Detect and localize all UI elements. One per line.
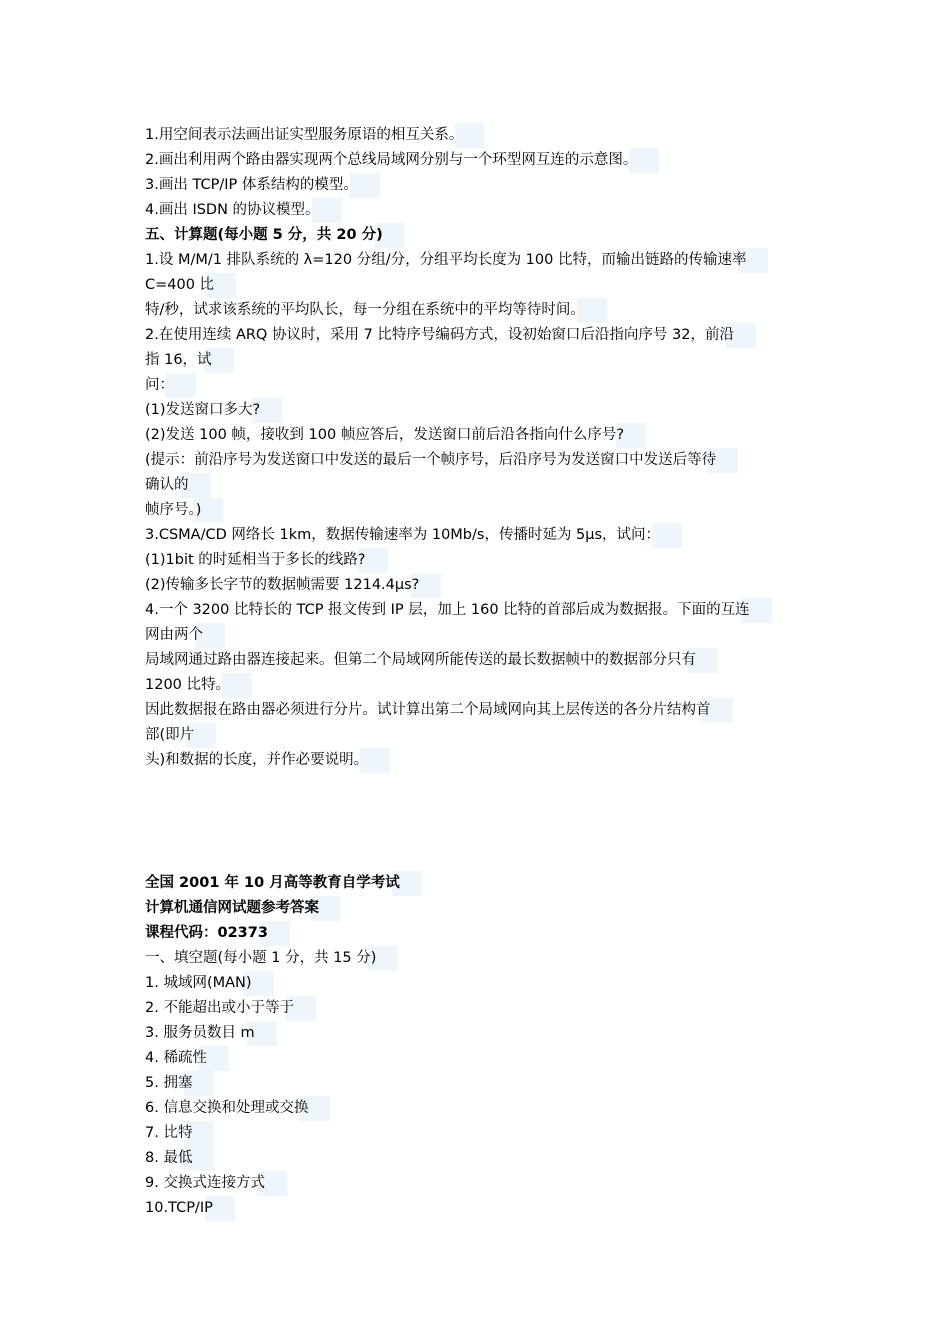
question-line — [145, 523, 815, 548]
answer-key-section — [145, 871, 815, 1221]
answer-line — [145, 996, 815, 1021]
answer-line — [145, 1096, 815, 1121]
question-line-text: (1)1bit 的时延相当于多长的线路? — [145, 548, 388, 573]
answer-line-text: 全国 2001 年 10 月高等教育自学考试 — [145, 871, 422, 896]
question-line — [145, 423, 815, 448]
question-line-text: 确认的 — [145, 473, 211, 498]
answer-line — [145, 896, 815, 921]
question-line-text: 1200 比特。 — [145, 673, 252, 698]
question-line-text: 问： — [145, 373, 196, 398]
question-line-text: 五、计算题(每小题 5 分，共 20 分) — [145, 223, 405, 248]
question-line — [145, 148, 815, 173]
question-line-text: 3.画出 TCP/IP 体系结构的模型。 — [145, 173, 380, 198]
question-line — [145, 673, 815, 698]
question-line-text: 4.画出 ISDN 的协议模型。 — [145, 198, 342, 223]
exam-questions-section — [145, 123, 815, 773]
question-line-text: C=400 比 — [145, 273, 236, 298]
answer-line — [145, 946, 815, 971]
question-line-text: 网由两个 — [145, 623, 225, 648]
question-line-text: 2.画出利用两个路由器实现两个总线局域网分别与一个环型网互连的示意图。 — [145, 148, 659, 173]
answer-line — [145, 1171, 815, 1196]
question-line — [145, 398, 815, 423]
answer-line — [145, 1046, 815, 1071]
question-line-text: 1.设 M/M/1 排队系统的 λ=120 分组/分，分组平均长度为 100 比特，而输出链路的传输速率 — [145, 248, 768, 273]
question-line-text: 1.用空间表示法画出证实型服务原语的相互关系。 — [145, 123, 485, 148]
answer-line-text: 8. 最低 — [145, 1146, 214, 1171]
answer-line — [145, 1071, 815, 1096]
answer-line — [145, 1021, 815, 1046]
question-line-text: 特/秒，试求该系统的平均队长，每一分组在系统中的平均等待时间。 — [145, 298, 607, 323]
answer-line-text: 6. 信息交换和处理或交换 — [145, 1096, 330, 1121]
question-line-text: 部(即片 — [145, 723, 216, 748]
answer-line — [145, 1196, 815, 1221]
question-line — [145, 573, 815, 598]
question-line — [145, 498, 815, 523]
answer-line — [145, 871, 815, 896]
question-line-text: 2.在使用连续 ARQ 协议时，采用 7 比特序号编码方式，设初始窗口后沿指向序号 32，前沿 — [145, 323, 756, 348]
question-line-text: 4.一个 3200 比特长的 TCP 报文传到 IP 层，加上 160 比特的首部后成为数据报。下面的互连 — [145, 598, 772, 623]
answer-line-text: 1. 城域网(MAN) — [145, 971, 274, 996]
answer-line-text: 一、填空题(每小题 1 分，共 15 分) — [145, 946, 398, 971]
question-line — [145, 198, 815, 223]
question-line — [145, 598, 815, 623]
question-line-text: 局域网通过路由器连接起来。但第二个局域网所能传送的最长数据帧中的数据部分只有 — [145, 648, 718, 673]
question-line — [145, 173, 815, 198]
answer-line-text: 课程代码：02373 — [145, 921, 290, 946]
question-line — [145, 248, 815, 273]
question-line-text: 因此数据报在路由器必须进行分片。试计算出第二个局域网向其上层传送的各分片结构首 — [145, 698, 733, 723]
question-line — [145, 448, 815, 473]
question-line-text: 头)和数据的长度，并作必要说明。 — [145, 748, 390, 773]
answer-line-text: 10.TCP/IP — [145, 1196, 235, 1221]
answer-line — [145, 921, 815, 946]
answer-line-text: 7. 比特 — [145, 1121, 214, 1146]
answer-line-text: 4. 稀疏性 — [145, 1046, 229, 1071]
question-line — [145, 373, 815, 398]
question-line — [145, 123, 815, 148]
question-line-text: 指 16，试 — [145, 348, 234, 373]
question-line — [145, 723, 815, 748]
question-line — [145, 748, 815, 773]
question-line-text: 帧序号。) — [145, 498, 223, 523]
question-line — [145, 623, 815, 648]
question-line — [145, 323, 815, 348]
answer-line — [145, 1146, 815, 1171]
question-line-text: (2)发送 100 帧，接收到 100 帧应答后，发送窗口前后沿各指向什么序号? — [145, 423, 646, 448]
question-line-text: (2)传输多长字节的数据帧需要 1214.4μs? — [145, 573, 441, 598]
question-line — [145, 548, 815, 573]
question-line-text: 3.CSMA/CD 网络长 1km，数据传输速率为 10Mb/s，传播时延为 5μs，试问： — [145, 523, 682, 548]
answer-line-text: 5. 拥塞 — [145, 1071, 214, 1096]
answer-line-text: 3. 服务员数目 m — [145, 1021, 277, 1046]
question-line — [145, 473, 815, 498]
answer-line — [145, 1121, 815, 1146]
question-line — [145, 273, 815, 298]
question-line-text: (1)发送窗口多大? — [145, 398, 282, 423]
question-line-text: (提示：前沿序号为发送窗口中发送的最后一个帧序号，后沿序号为发送窗口中发送后等待 — [145, 448, 738, 473]
answer-line-text: 9. 交换式连接方式 — [145, 1171, 287, 1196]
answer-line-text: 2. 不能超出或小于等于 — [145, 996, 316, 1021]
answer-line-text: 计算机通信网试题参考答案 — [145, 896, 341, 921]
question-line — [145, 698, 815, 723]
question-line — [145, 223, 815, 248]
question-line — [145, 298, 815, 323]
question-line — [145, 348, 815, 373]
question-line — [145, 648, 815, 673]
answer-line — [145, 971, 815, 996]
